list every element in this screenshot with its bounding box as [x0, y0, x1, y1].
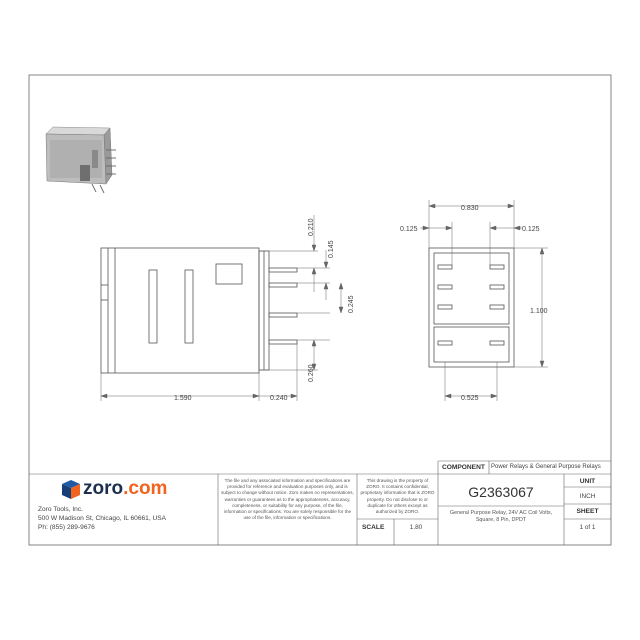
front-view-labels	[400, 205, 548, 402]
dim-label-bottom-offset: 0.260	[308, 364, 315, 382]
company-name: Zoro Tools, Inc.	[38, 506, 83, 513]
property-notice: This drawing is the property of ZORO. It contains confidential, proprietary information that is ZORO property. Do not disclose to or duplicate for others except as authorized by ZORO.	[360, 478, 435, 515]
scale-value: 1.80	[409, 524, 423, 531]
component-label: COMPONENT	[442, 464, 485, 471]
isometric-relay-view	[46, 127, 116, 193]
dim-label-pin-spacing-b: 0.245	[348, 295, 355, 313]
dim-label-top-offset: 0.210	[308, 218, 315, 236]
relay-body-front	[429, 248, 514, 367]
body-slot-left	[149, 270, 157, 343]
company-address: 500 W Madison St, Chicago, IL 60661, USA	[38, 515, 167, 522]
logo-suffix: .com	[123, 478, 168, 499]
label-window	[216, 264, 242, 284]
scale-label: SCALE	[362, 524, 385, 531]
logo-wordmark	[83, 478, 167, 500]
zoro-logo-icon	[62, 480, 80, 499]
side-view	[101, 248, 297, 373]
side-pins	[269, 268, 297, 344]
sheet-label: SHEET	[576, 508, 599, 515]
relay-body-side	[101, 248, 259, 373]
dim-label-front-pin-span: 0.525	[461, 395, 479, 402]
dim-label-pin-length: 0.240	[270, 395, 288, 402]
logo-text: zoro	[83, 478, 124, 499]
dim-label-front-height: 1.100	[530, 308, 548, 315]
dim-label-side-length: 1.590	[174, 395, 192, 402]
side-view-labels	[174, 218, 355, 402]
dim-label-front-right-margin: 0.125	[522, 226, 540, 233]
unit-label: UNIT	[579, 478, 596, 485]
drawing-border	[29, 75, 611, 545]
dim-label-front-width: 0.830	[461, 205, 479, 212]
sheet-value: 1 of 1	[579, 524, 596, 531]
part-number: G2363067	[468, 484, 534, 500]
front-view	[429, 248, 514, 367]
company-address-block	[38, 505, 216, 532]
dim-label-front-left-margin: 0.125	[400, 226, 418, 233]
part-description: General Purpose Relay, 24V AC Coil Volts, Square, 8 Pin, DPDT	[449, 510, 553, 523]
front-pins	[438, 265, 504, 345]
disclaimer-text: The file and any associated information and specifications are provided for reference and evaluation purposes only, and is subject to change without notice. Zoro makes no representations, warranties or guarantees as to the appropriateness, accuracy, completeness, or suitability for any purpose, of the file, information or specifications. You are solely responsible for the use of the file, information or specifications.	[221, 478, 354, 521]
company-phone: Ph: (855) 289-9676	[38, 524, 95, 531]
body-slot-right	[185, 270, 193, 343]
dim-label-pin-spacing-a: 0.145	[328, 240, 335, 258]
unit-value: INCH	[579, 493, 596, 500]
component-value: Power Relays & General Purpose Relays	[491, 464, 601, 470]
